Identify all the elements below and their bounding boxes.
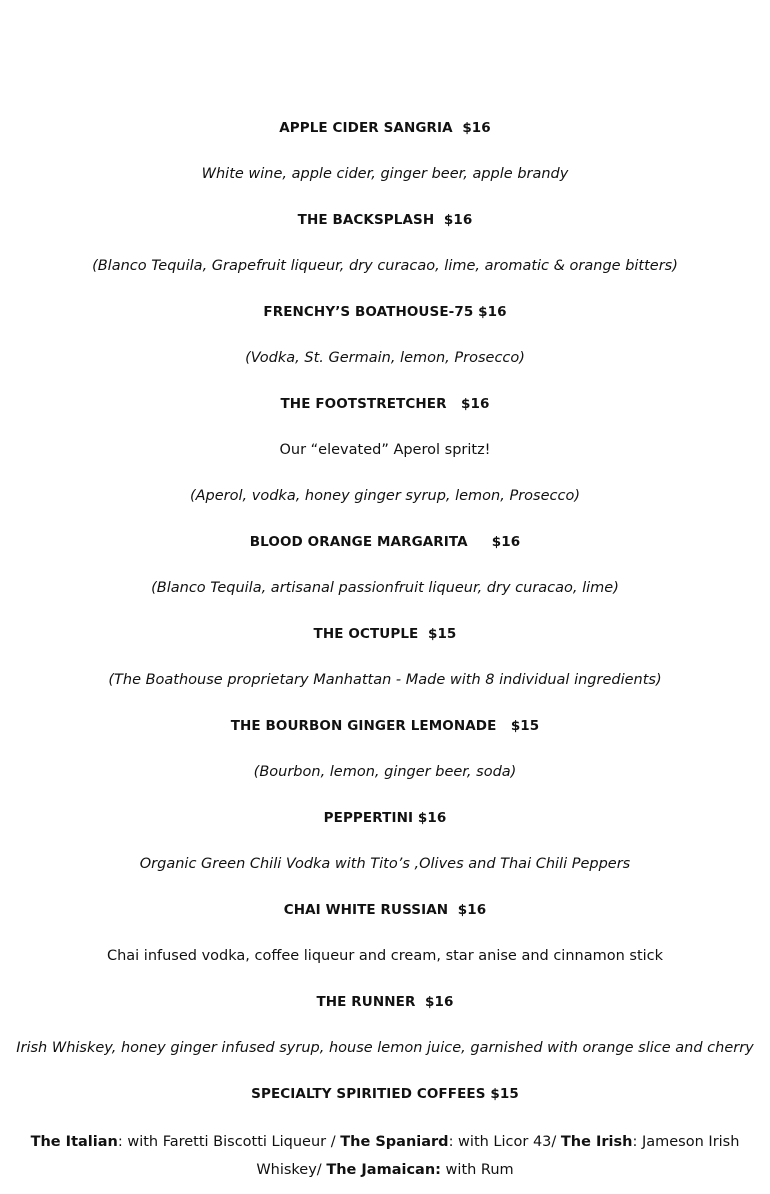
item-ingredients-the-footstretcher: (Aperol, vodka, honey ginger syrup, lemon, Prosecco)	[189, 488, 580, 504]
item-title-the-runner: THE RUNNER $16	[316, 994, 454, 1010]
item-desc-the-runner: Irish Whiskey, honey ginger infused syrup, house lemon juice, garnished with orange slice and cherry	[16, 1040, 754, 1056]
item-desc-frenchys-boathouse-75: (Vodka, St. Germain, lemon, Prosecco)	[245, 350, 525, 366]
coffee-name-spaniard: The Spaniard	[340, 1134, 449, 1150]
coffee-name-italian: The Italian	[30, 1134, 118, 1150]
item-desc-bourbon-ginger-lemonade: (Bourbon, lemon, ginger beer, soda)	[253, 764, 517, 780]
item-desc-chai-white-russian: Chai infused vodka, coffee liqueur and cream, star anise and cinnamon stick	[106, 948, 664, 964]
item-title-specialty-coffees: SPECIALTY SPIRITIED COFFEES $15	[251, 1086, 519, 1102]
item-title-frenchys-boathouse-75: FRENCHY’S BOATHOUSE-75 $16	[263, 304, 507, 320]
item-title-the-backsplash: THE BACKSPLASH $16	[297, 212, 473, 228]
item-title-chai-white-russian: CHAI WHITE RUSSIAN $16	[283, 902, 487, 918]
coffee-desc-irish: : Jameson Irish Whiskey/	[256, 1134, 740, 1178]
item-desc-apple-cider-sangria: White wine, apple cider, ginger beer, apple brandy	[201, 166, 569, 182]
specialty-coffees-list	[24, 1128, 746, 1184]
item-title-peppertini: PEPPERTINI $16	[323, 810, 447, 826]
item-title-apple-cider-sangria: APPLE CIDER SANGRIA $16	[279, 120, 491, 136]
coffee-desc-jamaican: with Rum	[440, 1162, 514, 1178]
item-title-bourbon-ginger-lemonade: THE BOURBON GINGER LEMONADE $15	[230, 718, 540, 734]
item-desc-the-footstretcher: Our “elevated” Aperol spritz!	[279, 442, 491, 458]
coffee-name-irish: The Irish	[560, 1134, 633, 1150]
item-desc-peppertini: Organic Green Chili Vodka with Tito’s ,Olives and Thai Chili Peppers	[139, 856, 631, 872]
item-title-the-octuple: THE OCTUPLE $15	[313, 626, 457, 642]
item-desc-the-backsplash: (Blanco Tequila, Grapefruit liqueur, dry curacao, lime, aromatic & orange bitters)	[92, 258, 678, 274]
item-title-the-footstretcher: THE FOOTSTRETCHER $16	[280, 396, 490, 412]
item-title-blood-orange-margarita: BLOOD ORANGE MARGARITA $16	[249, 534, 521, 550]
coffee-name-jamaican: The Jamaican:	[326, 1162, 441, 1178]
item-desc-the-octuple: (The Boathouse proprietary Manhattan - Made with 8 individual ingredients)	[108, 672, 662, 688]
coffee-desc-italian: : with Faretti Biscotti Liqueur /	[117, 1134, 341, 1150]
item-desc-blood-orange-margarita: (Blanco Tequila, artisanal passionfruit liqueur, dry curacao, lime)	[151, 580, 619, 596]
coffee-desc-spaniard: : with Licor 43/	[448, 1134, 561, 1150]
